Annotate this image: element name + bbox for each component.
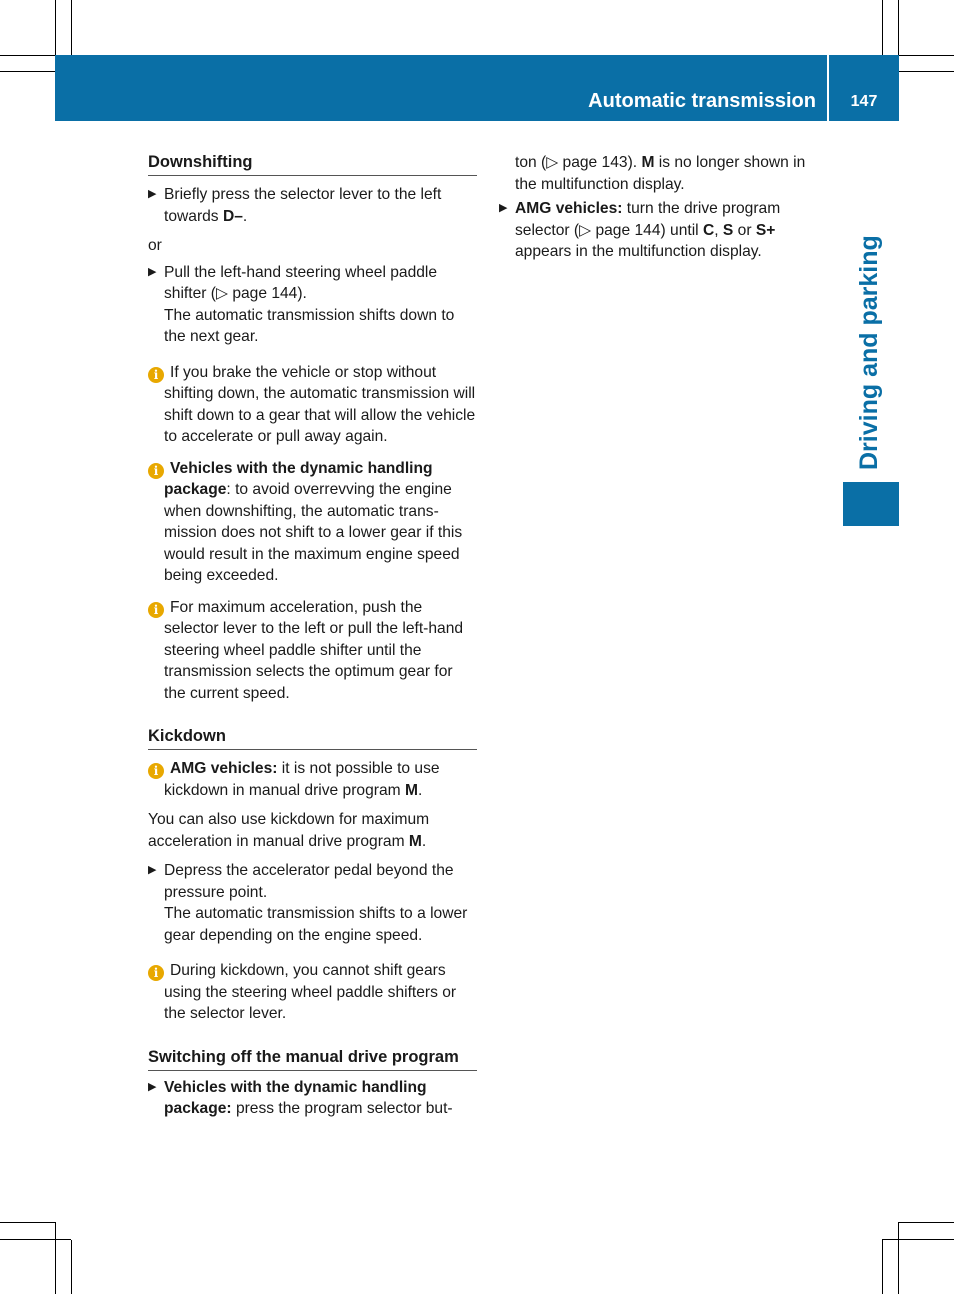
chapter-tab-marker [843, 482, 899, 526]
step-arrow-icon: ▶ [499, 202, 508, 214]
body-paragraph: You can also use kickdown for maximum acceleration in manual drive program M. [148, 811, 430, 850]
info-note: i During kickdown, you cannot shift gears using the steering wheel paddle shifters or the selector lever. [148, 960, 477, 1025]
crop-mark [0, 1222, 55, 1223]
step-arrow-icon: ▶ [148, 864, 157, 876]
or-text: or [148, 237, 162, 254]
crop-mark [882, 1239, 954, 1240]
info-note: i Vehicles with the dynamic handling package: to avoid overrevving the engine when downshifting, the automatic trans-mission does not shift to a lower gear if this would result in the maximum engine speed being exceeded. [148, 458, 477, 587]
info-icon: i [148, 463, 164, 479]
crop-mark [898, 1222, 899, 1294]
crop-mark [55, 0, 56, 55]
crop-mark [882, 0, 883, 55]
crop-mark [899, 71, 954, 72]
crop-mark [899, 1222, 954, 1223]
info-icon: i [148, 763, 164, 779]
step-arrow-icon: ▶ [148, 188, 157, 200]
info-icon: i [148, 602, 164, 618]
info-icon: i [148, 367, 164, 383]
crop-mark [0, 55, 55, 56]
crop-mark [0, 1239, 71, 1240]
section-heading-switching-off: Switching off the manual drive program [148, 1045, 477, 1071]
crop-mark [899, 55, 954, 56]
crop-mark [55, 1222, 56, 1294]
crop-mark [898, 0, 899, 55]
crop-mark [0, 71, 55, 72]
page-title: Automatic transmission [588, 90, 816, 112]
page-number: 147 [850, 93, 878, 110]
crop-mark [882, 1240, 883, 1294]
instruction-step: ▶ AMG vehicles: turn the drive program selector (▷ page 144) until C, S or S+ appears in the multifunction display. [499, 200, 781, 260]
crop-mark [71, 0, 72, 55]
info-icon: i [148, 965, 164, 981]
step-arrow-icon: ▶ [148, 265, 157, 278]
instruction-step: ▶ Briefly press the selector lever to the left towards D–. [148, 186, 442, 225]
step-arrow-icon: ▶ [148, 1080, 157, 1093]
header-bar [55, 55, 899, 121]
instruction-step: ▶ Depress the accelerator pedal beyond the pressure point. The automatic transmission shifts to a lower gear depending on the engine speed. [148, 860, 477, 946]
crop-mark [71, 1240, 72, 1294]
info-note: i If you brake the vehicle or stop without shifting down, the automatic transmission will shift down to a gear that will allow the vehicle to accelerate or pull away again. [148, 362, 477, 448]
info-note: i For maximum acceleration, push the selector lever to the left or pull the left-hand steering wheel paddle shifter until the transmission selects the optimum gear for the current speed. [148, 597, 477, 705]
left-column [148, 150, 477, 1120]
chapter-tab-label: Driving and parking [855, 235, 883, 470]
instruction-step: ▶ Pull the left-hand steering wheel paddle shifter (▷ page 144). The automatic transmission shifts down to the next gear. [148, 262, 477, 348]
section-heading-kickdown: Kickdown [148, 724, 477, 750]
instruction-step-continued: ton (▷ page 143). M is no longer shown in the multifunction display. [515, 154, 806, 193]
instruction-step: ▶ Vehicles with the dynamic handling package: press the program selector but- [148, 1078, 453, 1117]
step-result: The automatic transmission shifts down to the next gear. [164, 306, 455, 345]
step-result: The automatic transmission shifts to a lower gear depending on the engine speed. [164, 905, 468, 944]
right-column [499, 152, 829, 263]
info-note: i AMG vehicles: it is not possible to use kickdown in manual drive program M. [148, 758, 477, 801]
section-heading-downshifting: Downshifting [148, 150, 477, 176]
